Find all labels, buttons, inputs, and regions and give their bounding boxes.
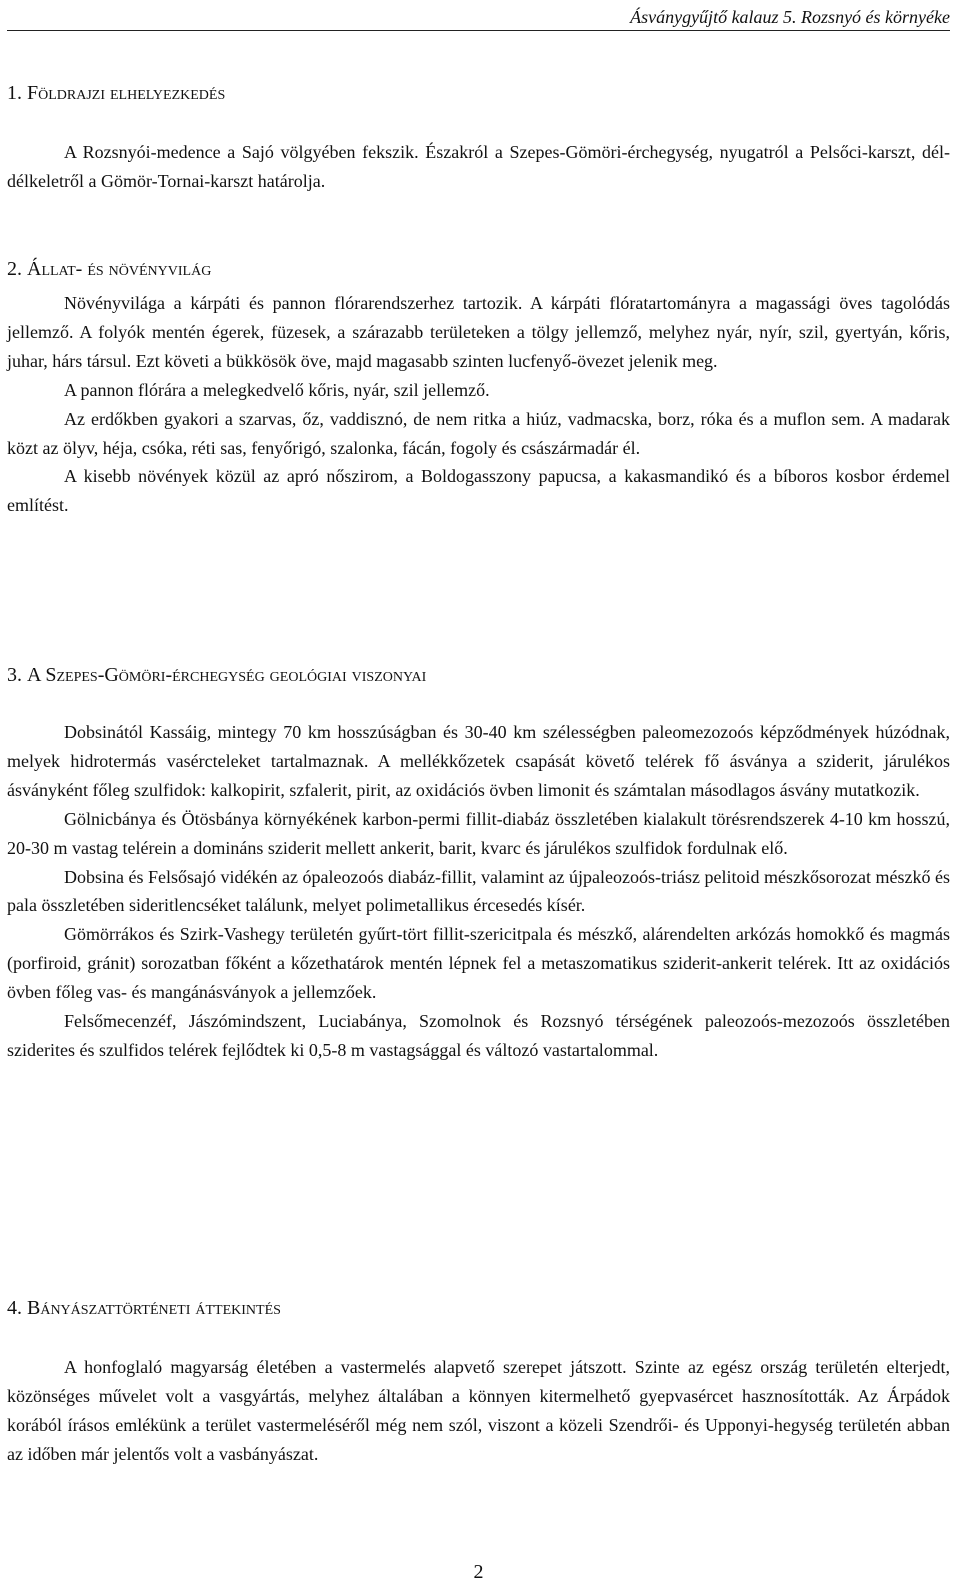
section-title: Bányászattörténeti áttekintés <box>27 1297 281 1319</box>
paragraph: Felsőmecenzéf, Jászómindszent, Luciabánya, Szomolnok és Rozsnyó térségének paleozoós-mezozoós összletében sziderites és szulfidos telérek fejlődtek ki 0,5-8 m vastagsággal és változó vastartalommal. <box>7 1011 950 1060</box>
paragraph: Dobsinától Kassáig, mintegy 70 km hosszúságban és 30-40 km szélességben paleomezozoós képződmények húzódnak, melyek hidrotermás vasércteleket tartalmaznak. A mellékkőzetek csapását követő telérek fő ásványa a sziderit, járulékos ásványként főleg szulfidok: kalkopirit, szfalerit, pirit, az oxidációs övben limonit és számtalan másodlagos ásvány mutatkozik. <box>7 722 950 800</box>
section-title: Földrajzi elhelyezkedés <box>27 82 226 104</box>
page-number: 2 <box>473 1561 484 1583</box>
section-title: A Szepes-Gömöri-érchegység geológiai viszonyai <box>27 664 427 686</box>
section-heading-4 <box>7 1295 281 1321</box>
paragraph: Dobsina és Felsősajó vidékén az ópaleozoós diabáz-fillit, valamint az újpaleozoós-triász pelitoid mészkősorozat mészkő és pala összletében sideritlencséket találunk, melyet polimetallikus ércesedés kísér. <box>7 866 950 916</box>
section-number: 3. <box>7 664 22 686</box>
section-number: 1. <box>7 82 22 104</box>
section-body-2 <box>7 289 950 520</box>
section-heading-1 <box>7 80 225 106</box>
section-body-3 <box>7 718 950 1065</box>
paragraph: A Rozsnyói-medence a Sajó völgyében fekszik. Északról a Szepes-Gömöri-érchegység, nyugatról a Pelsőci-karszt, dél-délkeletről a Gömör-Tornai-karszt határolja. <box>7 142 950 191</box>
section-heading-3 <box>7 662 426 688</box>
paragraph: Növényvilága a kárpáti és pannon flórarendszerhez tartozik. A kárpáti flóratartományra a magassági öves tagolódás jellemző. A folyók mentén égerek, füzesek, a szárazabb területeken a tölgy jellemző, melyhez nyár, nyír, szil, gyertyán, kőris, juhar, hárs társul. Ezt követi a bükkösök öve, majd magasabb szinten lucfenyő-övezet jelenik meg. <box>7 293 950 371</box>
section-body-1 <box>7 138 950 196</box>
paragraph: A pannon flórára a melegkedvelő kőris, nyár, szil jellemző. <box>64 379 490 400</box>
paragraph: A kisebb növények közül az apró nőszirom, a Boldogasszony papucsa, a kakasmandikó és a bíboros kosbor érdemel említést. <box>7 466 950 516</box>
section-number: 2. <box>7 258 22 280</box>
paragraph: Az erdőkben gyakori a szarvas, őz, vaddisznó, de nem ritka a hiúz, vadmacska, borz, róka és a muflon sem. A madarak közt az ölyv, héja, csóka, réti sas, fenyőrigó, szalonka, fácán, fogoly és császármadár él. <box>7 408 950 458</box>
section-title: Állat- és növényvilág <box>27 258 212 280</box>
document-page <box>7 0 950 1583</box>
paragraph: Gölnicbánya és Ötösbánya környékének karbon-permi fillit-diabáz összletében kialakult törésrendszerek 4-10 km hosszú, 20-30 m vastag telérein a domináns sziderit mellett ankerit, barit, kvarc és járulékos szulfidok fordulnak elő. <box>7 808 950 858</box>
paragraph: Gömörrákos és Szirk-Vashegy területén gyűrt-tört fillit-szericitpala és mészkő, alárendelten arkózás homokkő és magmás (porfiroid, gránit) sorozatban főként a kőzethatárok mentén lépnek fel a metaszomatikus sziderit-ankerit telérek. Itt az oxidációs övben főleg vas- és mangánásványok a jellemzőek. <box>7 924 950 1003</box>
section-number: 4. <box>7 1297 22 1319</box>
paragraph: A honfoglaló magyarság életében a vastermelés alapvető szerepet játszott. Szinte az egész ország területén elterjedt, közönséges művelet volt a vasgyártás, melyhez általában a könnyen kitermelhető gyepvasércet hasznosították. Az Árpádok korából írásos emlékünk a terület vastermeléséről még nem szól, viszont a közeli Szendrői- és Upponyi-hegység területén abban az időben már jelentős volt a vasbányászat. <box>7 1357 950 1464</box>
section-heading-2 <box>7 256 211 282</box>
section-body-4 <box>7 1353 950 1469</box>
running-header: Ásványgyűjtő kalauz 5. Rozsnyó és környéke <box>7 0 950 31</box>
